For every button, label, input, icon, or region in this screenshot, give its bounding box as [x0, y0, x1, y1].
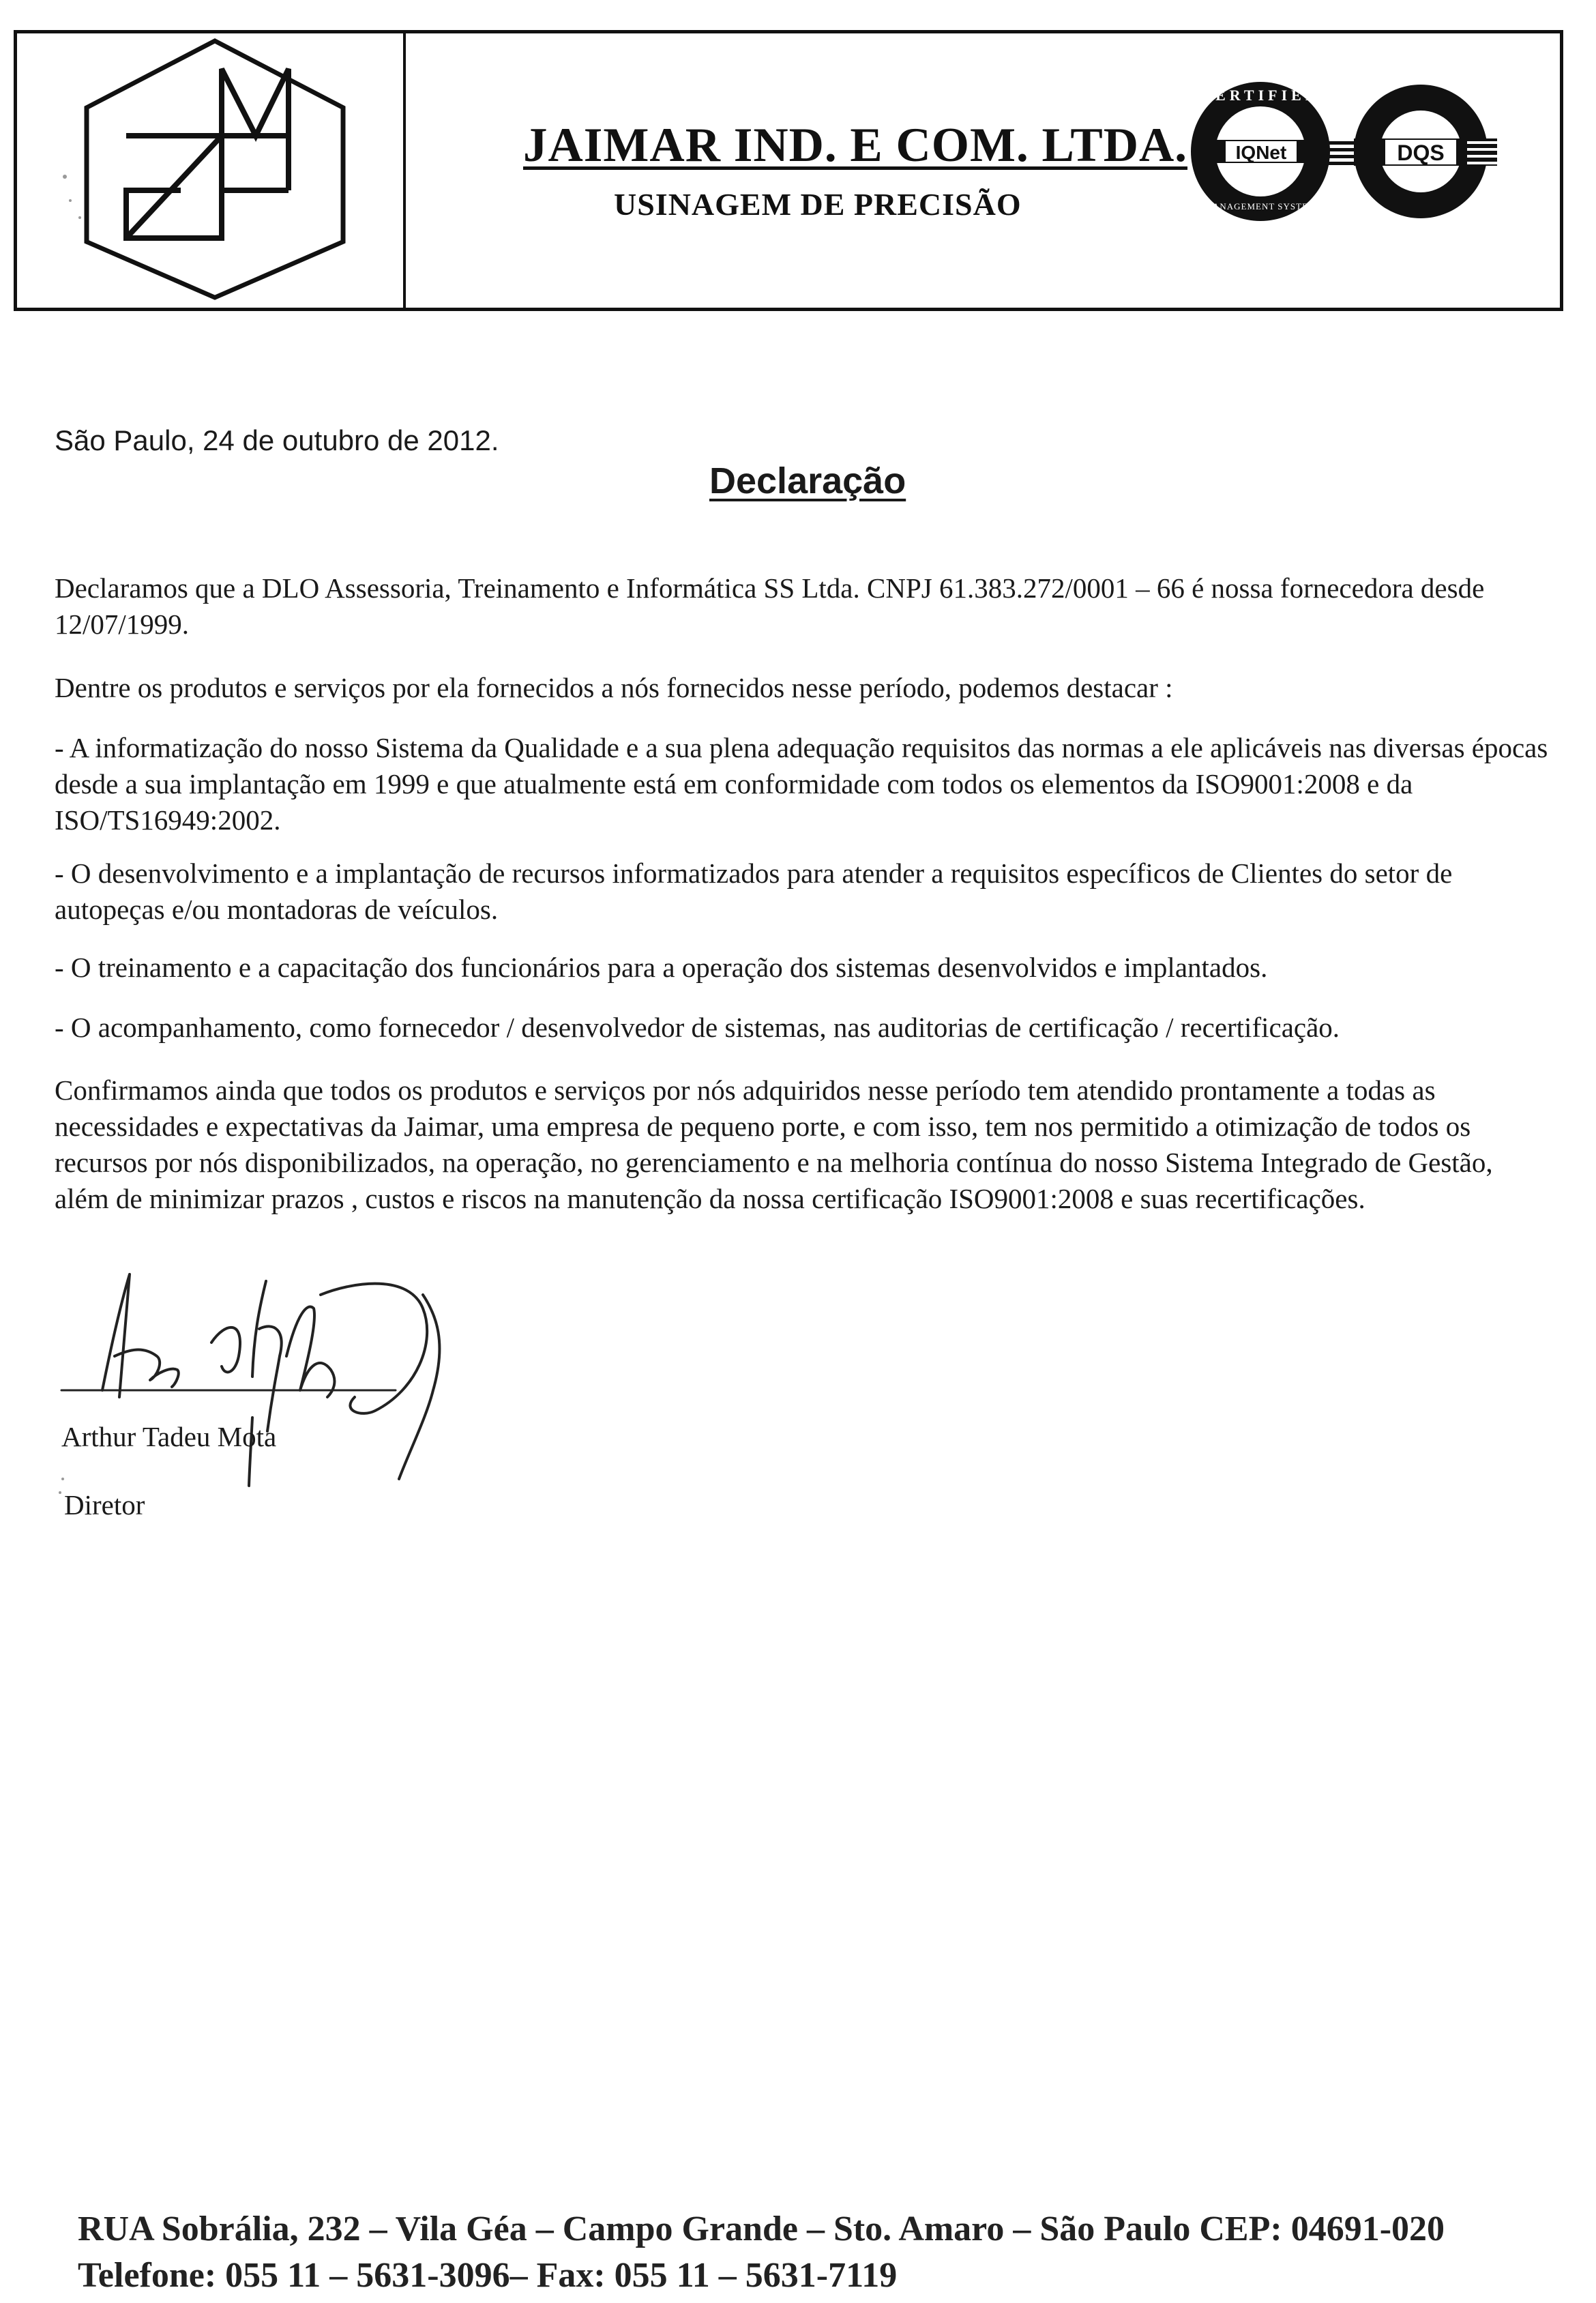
- paragraph-declaration: [55, 570, 1521, 643]
- text-line: Declaramos que a DLO Assessoria, Treinamento e Informática SS Ltda. CNPJ 61.383.272/0001 – 66 é nossa fornecedora desde: [55, 572, 1485, 604]
- text-line: além de minimizar prazos , custos e riscos na manutenção da nossa certificação ISO9001:2008 e suas recertificações.: [55, 1183, 1365, 1214]
- paragraph-confirmation: [55, 1072, 1521, 1217]
- company-monogram-logo: [17, 33, 403, 308]
- handwritten-signature: [55, 1254, 464, 1499]
- text-line: necessidades e expectativas da Jaimar, uma empresa de pequeno porte, e com isso, tem nos permitido a otimização de todos os: [55, 1111, 1471, 1142]
- text-line: autopeças e/ou montadoras de veículos.: [55, 894, 499, 925]
- dqs-badge-icon: [1354, 85, 1500, 218]
- text-line: desde a sua implantação em 1999 e que atualmente está em conformidade com todos os elementos da ISO9001:2008 e da: [55, 768, 1413, 800]
- paragraph-item-training: [55, 950, 1521, 986]
- paragraph-item-audits: [55, 1010, 1521, 1046]
- text-line: Dentre os produtos e serviços por ela fornecidos a nós fornecidos nesse período, podemos destacar :: [55, 672, 1173, 703]
- company-tagline: USINAGEM DE PRECISÃO: [614, 187, 1022, 222]
- text-line: - O desenvolvimento e a implantação de recursos informatizados para atender a requisitos específicos de Clientes do setor de: [55, 857, 1453, 889]
- signer-role: Diretor: [64, 1489, 145, 1521]
- logo-cell: [17, 33, 406, 308]
- signer-name: Arthur Tadeu Mota: [61, 1421, 277, 1452]
- text-line: recursos por nós disponibilizados, na operação, no gerenciamento e na melhoria contínua do nosso Sistema Integrado de Gestão,: [55, 1147, 1493, 1178]
- text-line: ISO/TS16949:2002.: [55, 804, 281, 836]
- document-title: Declaração: [709, 460, 906, 501]
- iqnet-badge-icon: [1191, 82, 1330, 221]
- text-line: Confirmamos ainda que todos os produtos e serviços por nós adquiridos nesse período tem atendido prontamente a todas as: [55, 1074, 1436, 1106]
- dqs-label: DQS: [1397, 141, 1445, 165]
- iqnet-ring-bottom-text: MANAGEMENT SYSTEM: [1204, 201, 1317, 211]
- paragraph-intro: [55, 670, 1521, 706]
- paragraph-item-quality-system: [55, 730, 1548, 838]
- footer-address: RUA Sobrália, 232 – Vila Géa – Campo Grande – Sto. Amaro – São Paulo CEP: 04691-020: [78, 2210, 1445, 2248]
- iqnet-ring-top-text: CERTIFIED: [1200, 87, 1320, 104]
- footer-contact: Telefone: 055 11 – 5631-3096– Fax: 055 11 – 5631-7119: [78, 2256, 898, 2295]
- letterhead-box: [14, 30, 1563, 311]
- text-line: - O acompanhamento, como fornecedor / desenvolvedor de sistemas, nas auditorias de certificação / recertificação.: [55, 1012, 1340, 1043]
- text-line: - O treinamento e a capacitação dos funcionários para a operação dos sistemas desenvolvidos e implantados.: [55, 952, 1268, 983]
- place-date: São Paulo, 24 de outubro de 2012.: [55, 424, 499, 456]
- paragraph-item-development: [55, 855, 1521, 928]
- certification-badges: [1189, 73, 1503, 230]
- company-name: JAIMAR IND. E COM. LTDA.: [523, 119, 1188, 172]
- iqnet-label: IQNet: [1235, 142, 1287, 163]
- text-line: - A informatização do nosso Sistema da Qualidade e a sua plena adequação requisitos das normas a ele aplicáveis nas diversas épocas: [55, 732, 1548, 763]
- text-line: 12/07/1999.: [55, 608, 190, 640]
